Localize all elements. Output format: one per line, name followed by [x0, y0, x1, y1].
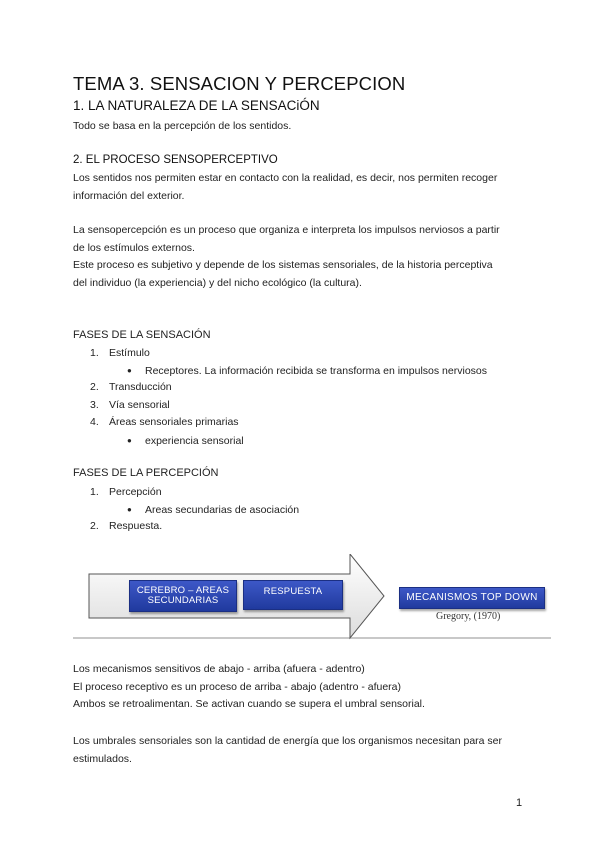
- list-number: 2.: [90, 520, 99, 532]
- bullet-item: [127, 501, 299, 519]
- section2-heading: 2. EL PROCESO SENSOPERCEPTIVO: [73, 154, 278, 166]
- bullet-label: Receptores. La información recibida se transforma en impulsos nerviosos: [145, 365, 487, 377]
- list-item: [90, 379, 172, 396]
- cerebro-areas-box: [129, 580, 237, 612]
- list-number: 1.: [90, 486, 99, 498]
- paragraph-line: Ambos se retroalimentan. Se activan cuando se supera el umbral sensorial.: [73, 698, 425, 711]
- list-item: [90, 345, 150, 362]
- bullet-icon: ●: [127, 366, 132, 375]
- bullet-icon: ●: [127, 436, 132, 445]
- bullet-icon: ●: [127, 505, 132, 514]
- paragraph-line: Los mecanismos sensitivos de abajo - arriba (afuera - adentro): [73, 663, 365, 675]
- diagram-caption: Gregory, (1970): [436, 611, 501, 622]
- list-number: 1.: [90, 347, 99, 359]
- paragraph-line: Los sentidos nos permiten estar en contacto con la realidad, es decir, nos permiten recoger: [73, 172, 498, 184]
- respuesta-box: RESPUESTA: [243, 580, 343, 610]
- umbrales-paragraph: [73, 733, 533, 768]
- paragraph-line: El proceso receptivo es un proceso de arriba - abajo (adentro - afuera): [73, 680, 402, 693]
- bullet-label: Areas secundarias de asociación: [145, 504, 300, 516]
- fases-percepcion-title: FASES DE LA PERCEPCIÓN: [73, 467, 219, 479]
- page-number: 1: [516, 797, 523, 809]
- mechanisms-paragraph: [73, 661, 533, 714]
- paragraph-line: del individuo (la experiencia) y del nicho ecológico (la cultura).: [73, 276, 362, 289]
- list-item: [90, 397, 170, 414]
- list-label: Transducción: [109, 381, 172, 393]
- list-number: 4.: [90, 416, 99, 428]
- paragraph-line: estimulados.: [73, 752, 132, 765]
- section1-text: Todo se basa en la percepción de los sentidos.: [73, 120, 292, 132]
- bullet-item: [127, 362, 487, 380]
- fases-sensacion-title: FASES DE LA SENSACIÓN: [73, 329, 211, 341]
- list-item: [90, 518, 162, 535]
- list-label: Áreas sensoriales primarias: [109, 416, 239, 428]
- paragraph-line: de los estímulos externos.: [73, 241, 195, 254]
- paragraph-line: Este proceso es subjetivo y depende de los sistemas sensoriales, de la historia perceptiva: [73, 259, 493, 272]
- paragraph-line: La sensopercepción es un proceso que organiza e interpreta los impulsos nerviosos a partir: [73, 224, 500, 236]
- list-label: Percepción: [109, 486, 162, 498]
- bullet-label: experiencia sensorial: [145, 435, 244, 447]
- section2-paragraph-2: [73, 222, 533, 292]
- process-diagram: [73, 554, 551, 640]
- box-line: SECUNDARIAS: [147, 595, 219, 606]
- paragraph-line: información del exterior.: [73, 189, 185, 202]
- list-label: Estímulo: [109, 347, 150, 359]
- list-label: Vía sensorial: [109, 399, 170, 411]
- list-label: Respuesta.: [109, 520, 163, 532]
- list-item: [90, 414, 239, 431]
- section1-heading: 1. LA NATURALEZA DE LA SENSACiÓN: [73, 98, 320, 113]
- list-number: 2.: [90, 381, 99, 393]
- list-number: 3.: [90, 399, 99, 411]
- document-title: TEMA 3. SENSACION Y PERCEPCION: [73, 73, 406, 94]
- bullet-item: [127, 432, 244, 450]
- paragraph-line: Los umbrales sensoriales son la cantidad de energía que los organismos necesitan para ser: [73, 735, 503, 747]
- box-line: CEREBRO – AREAS: [136, 584, 230, 596]
- mecanismos-top-down-box: MECANISMOS TOP DOWN: [399, 587, 545, 609]
- section2-paragraph-1: [73, 170, 533, 205]
- list-item: [90, 484, 162, 501]
